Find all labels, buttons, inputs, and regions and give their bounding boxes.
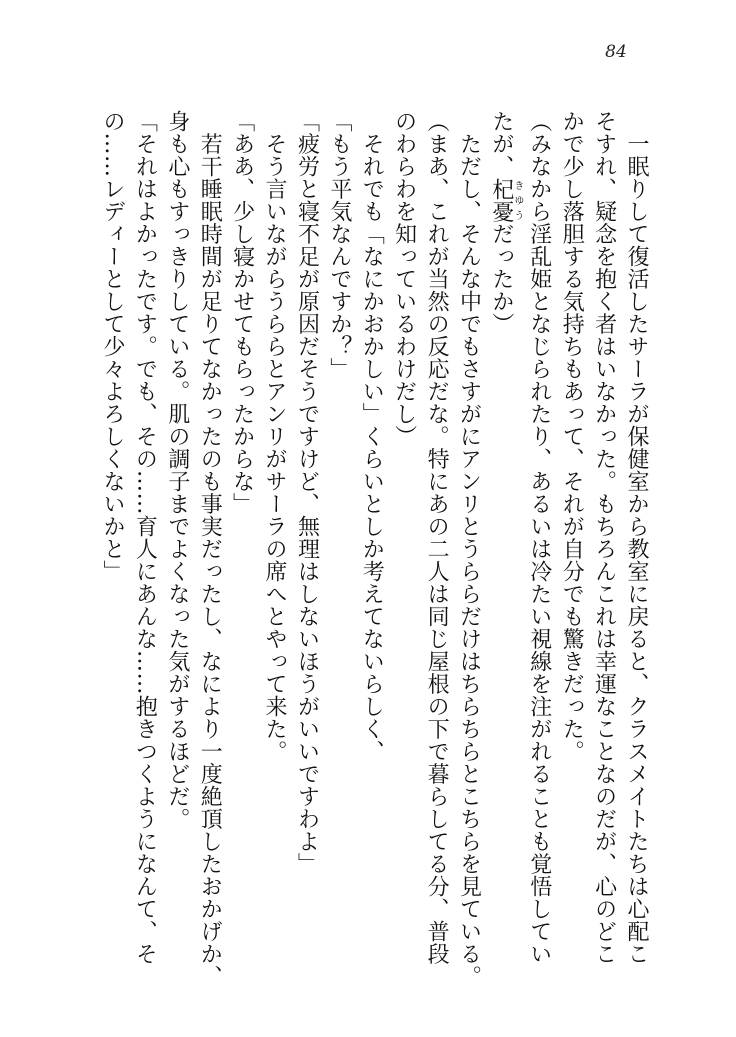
text-line: （みなから淫乱姫となじられたり、あるいは冷たい視線を注がれることも覚悟してい	[526, 110, 552, 965]
text-line: ただし、そんな中でもさすがにアンリとうららだけはちらちらとこちらを見ている。	[456, 110, 482, 988]
text-line: 身も心もすっきりしている。肌の調子までよくなった気がするほどだ。	[164, 110, 190, 830]
text-line: 「それはよかったです。でも、その……育人にあんな……抱きつくようになんて、そ	[132, 110, 158, 965]
text-line-with-ruby	[484, 110, 522, 990]
text-line: （まあ、これが当然の反応だな。特にあの二人は同じ屋根の下で暮らしてる分、普段	[424, 110, 450, 965]
vertical-text-body	[96, 110, 652, 990]
text-line: そう言いながらうららとアンリがサーラの席へとやって来た。	[262, 110, 288, 763]
text-fragment: たが、	[488, 110, 514, 178]
text-line: 「疲労と寝不足が原因だそうですけど、無理はしないほうがいいですわよ」	[294, 110, 320, 875]
text-line: それでも「なにかおかしい」くらいとしか考えてないらしく、	[359, 110, 385, 763]
text-line: 若干睡眠時間が足りてなかったのも事実だったし、なにより一度絶頂したおかげか、	[197, 110, 223, 988]
text-line: 「もう平気なんですか？」	[326, 110, 352, 380]
ruby-base: 杞憂	[488, 177, 514, 223]
text-line: かで少し落胆する気持ちもあって、それが自分でも驚きだった。	[559, 110, 585, 763]
text-line: の……レディーとして少々よろしくないかと」	[100, 110, 125, 583]
text-line: そすれ、疑念を抱く者はいなかった。もちろんこれは幸運なことなのだが、心のどこ	[591, 110, 617, 965]
text-fragment: だったか）	[488, 222, 514, 335]
page-number: 84	[605, 42, 627, 62]
text-line: 「ああ、少し寝かせてもらったからな」	[229, 110, 255, 515]
ruby-reading: きゆう	[511, 177, 523, 223]
ruby-annotation	[488, 177, 523, 223]
text-line: 一眠りして復活したサーラが保健室から教室に戻ると、クラスメイトたちは心配こ	[624, 110, 649, 965]
text-line: のわらわを知っているわけだし）	[391, 110, 417, 448]
